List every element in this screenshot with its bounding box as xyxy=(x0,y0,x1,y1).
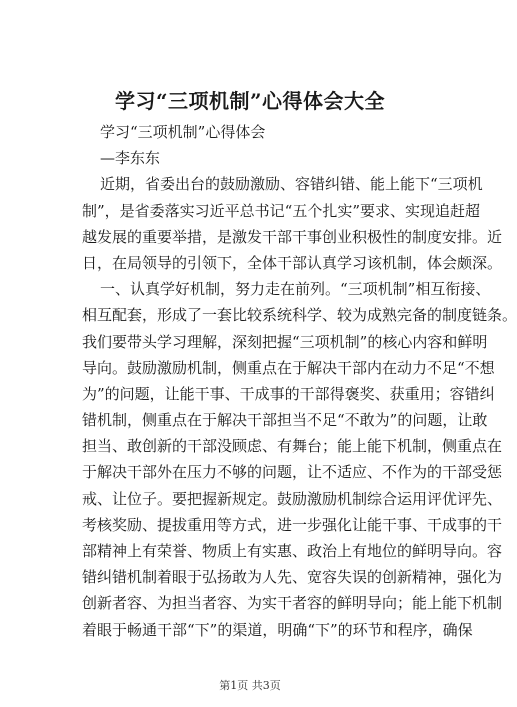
body-line: 相互配套，形成了一套比较系统科学、较为成熟完备的制度链条。 xyxy=(82,306,517,325)
body-line: 错纠错机制着眼于弘扬敢为人先、宽容失误的创新精神，强化为 xyxy=(82,568,503,587)
subtitle-line: 学习“三项机制”心得体会 xyxy=(100,123,266,141)
body-line: 日，在局领导的引领下，全体干部认真学习该机制，体会颇深。 xyxy=(82,253,503,272)
body-line: 近期，省委出台的鼓励激励、容错纠错、能上能下“三项机 xyxy=(100,175,483,194)
body-line: 戒、让位子。要把握新规定。鼓励激励机制综合运用评优评先、 xyxy=(82,489,503,508)
body-line: 担当、敢创新的干部没顾虑、有舞台；能上能下机制，侧重点在 xyxy=(82,437,503,456)
body-line: 错机制，侧重点在于解决干部担当不足“不敢为”的问题，让敢 xyxy=(82,411,488,430)
document-body xyxy=(82,119,517,643)
body-line: 为”的问题，让能干事、干成事的干部得褒奖、获重用；容错纠 xyxy=(82,384,495,403)
body-line: 考核奖励、提拔重用等方式，进一步强化让能干事、干成事的干 xyxy=(82,515,503,534)
body-line: 一、认真学好机制，努力走在前列。“三项机制”相互衔接、 xyxy=(100,280,491,299)
page-number-footer: 第1页 共3页 xyxy=(219,679,281,692)
document-title: 学习“三项机制”心得体会大全 xyxy=(114,89,385,113)
body-line: 于解决干部外在压力不够的问题，让不适应、不作为的干部受惩 xyxy=(82,463,503,482)
author-line: —李东东 xyxy=(100,149,161,168)
body-line: 导向。鼓励激励机制，侧重点在于解决干部内在动力不足“不想 xyxy=(82,358,495,377)
body-line: 部精神上有荣誉、物质上有实惠、政治上有地位的鲜明导向。容 xyxy=(82,542,503,560)
body-line: 着眼于畅通干部“下”的渠道，明确“下”的环节和程序，确保 xyxy=(82,620,473,639)
body-line: 创新者容、为担当者容、为实干者容的鲜明导向；能上能下机制 xyxy=(82,594,503,613)
body-line: 我们要带头学习理解，深刻把握“三项机制”的核心内容和鲜明 xyxy=(82,332,488,351)
body-line: 制”，是省委落实习近平总书记“五个扎实”要求、实现追赶超 xyxy=(82,201,481,220)
body-line: 越发展的重要举措，是激发干部干事创业积极性的制度安排。近 xyxy=(82,227,503,246)
